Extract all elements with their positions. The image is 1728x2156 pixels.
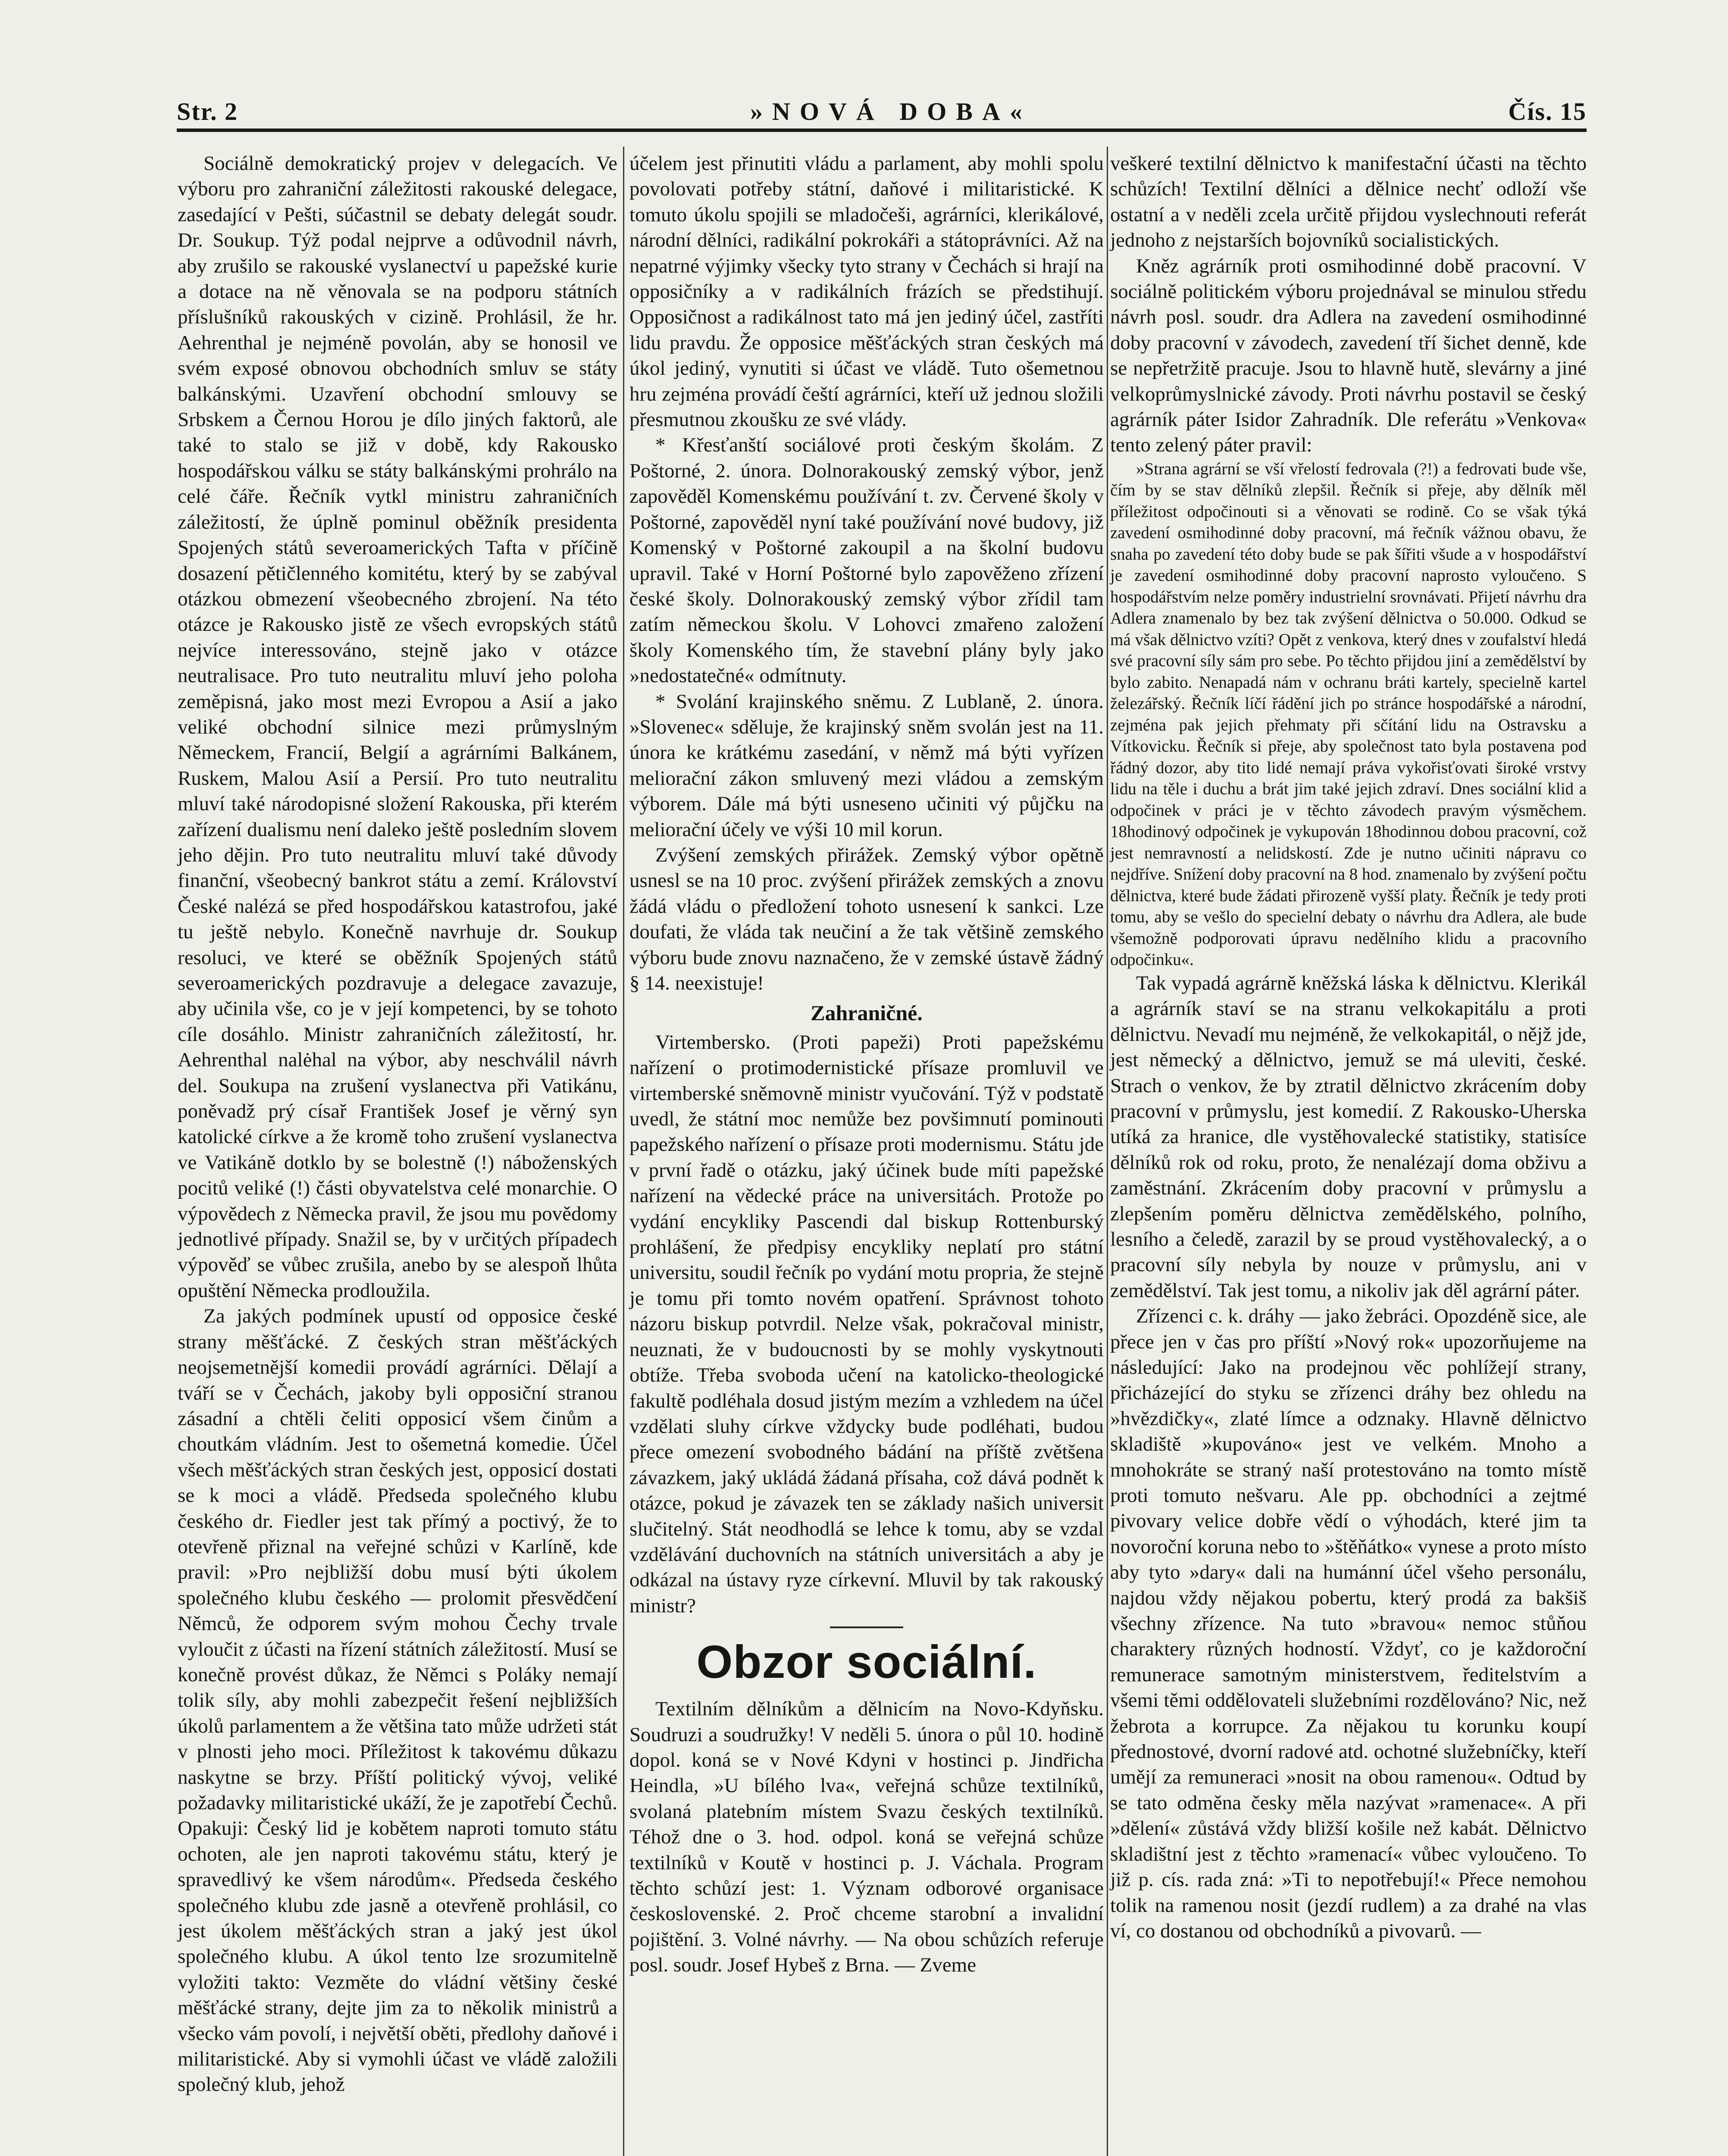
issue-number: Čís. 15 (1508, 97, 1587, 125)
page-header (177, 97, 1587, 127)
page-number: Str. 2 (177, 97, 238, 125)
column-2 (629, 151, 1104, 1978)
column-divider (623, 147, 624, 2156)
article-agrarian-love: Tak vypadá agrárně kněžská láska k dělnictvu. Klerikál a agrárník staví se na stranu velkokapitálu a proti dělnictvu. Nevadí mu nejméně, že velkokapitál, o nějž jde, jest německý a dělnictvo, jemuž se má uleviti, české. Strach o venkov, že by ztratil dělnictvo zkrácením doby pracovní v průmyslu, jest komedií. Z Rakousko-Uherska utíká za hranice, dle vystěhovalecké statistiky, statisíce dělníků rok od roku, proto, že nenalézají doma obživu a zaměstnání. Zkrácením doby pracovní v průmyslu a zlepšením poměru dělnictva zemědělského, polního, lesního a čeledě, zarazil by se proud vystěhovalecký, a o pracovní síly nebyla by nouze v průmyslu, ani v zemědělství. Tak jest tomu, a nikoliv jak děl agrární páter. (1110, 971, 1587, 1302)
article-textile-continuation: veškeré textilní dělnictvo k manifestační účasti na těchto schůzích! Textilní dělníci a dělnice nechť odloží vše ostatní a v neděli zcela určitě přijdou vyslechnouti referát jednoho z nejstarších bojovníků socialistických. (1110, 152, 1587, 252)
article-land-surcharges: Zvýšení zemských přirážek. Zemský výbor opětně usnesl se na 10 proc. zvýšení přirážek zemských a znovu žádá vládu o předložení tohoto usnesení k sankci. Lze doufati, že vláda tak neučiní a že tak většině zemského výboru bude znovu naznačeno, že v zemské ústavě žádný § 14. neexistuje! (629, 843, 1104, 994)
article-continuation: účelem jest přinutiti vládu a parlament, aby mohli spolu povolovati potřeby státní, daňové i militaristické. K tomuto úkolu spojili se mladočeši, agrárníci, klerikálové, národní dělníci, radikální pokrokáři a státoprávníci. Až na nepatrné výjimky všecky tyto strany v Čechách si hrají na opposičníky a v radikálních frázích se předstihují. Opposičnost a radikálnost tato má jen jediný účel, zastříti lidu pravdu. Že opposice měšťáckých stran českých má úkol jediný, vynutiti si účast ve vládě. Tuto ošemetnou hru zejména provádí čeští agrárníci, kteří už jednou složili přesmutnou zkoušku ze své vlády. (629, 152, 1104, 431)
article-agrarian-priest: Kněz agrárník proti osmihodinné době pracovní. V sociálně politickém výboru projednával se minulou středu návrh posl. soudr. dra Adlera na zavedení osmihodinné doby pracovní v závodech, zavedení tří šichet denně, kde se nepřetržitě pracuje. Jsou to hlavně hutě, slevárny a jiné velkoprůmyslnické závody. Proti návrhu postavil se český agrárník páter Isidor Zahradník. Dle referátu »Venkova« tento zelený páter pravil: (1110, 254, 1587, 457)
article-textile-workers: Textilním dělníkům a dělnicím na Novo-Kdyňsku. Soudruzi a soudružky! V neděli 5. února o půl 10. hodině dopol. koná se v Nové Kdyni v hostinci p. Jindřicha Heindla, »U bílého lva«, veřejná schůze textilníků, svolaná platebním místem Svazu českých textilníků. Téhož dne o 3. hod. odpol. koná se veřejná schůze textilníků v Koutě v hostinci p. J. Váchala. Program těchto schůzí jest: 1. Význam odborové organisace československé. 2. Proč chceme starobní a invalidní pojištění. 3. Volné návrhy. — Na obou schůzích referuje posl. soudr. Josef Hybeš z Brna. — Zveme (629, 1698, 1104, 1977)
article-opposition-conditions: Za jakých podmínek upustí od opposice české strany měšťácké. Z českých stran měšťáckých neojsemetnější komedii provádí agrárníci. Dělají a tváří se v Čechách, jakoby byli opposiční stranou zásadní a chtěli čeliti opposicí všem činům a choutkám vládním. Jest to ošemetná komedie. Účel všech měšťáckých stran českých jest, opposicí dostati se k moci a vládě. Předseda společného klubu českého dr. Fiedler jest tak přímý a poctivý, že to otevřeně přiznal na veřejné schůzi v Karlíně, kde pravil: »Pro nejbližší dobu musí býti úkolem společného klubu českého — prolomit přesvědčení Němců, že odporem svým mohou Čechy trvale vyloučit z účasti na řízení státních záležitostí. Musí se konečně provést důkaz, že Němci s Poláky nemají tolik síly, aby mohli zabezpečit řešení nejbližších úkolů parlamentem a že většina tato může udržeti stát v plnosti jeho moci. Příležitost k takovému důkazu naskytne se brzy. Příští politický vývoj, veliké požadavky militaristické ukáží, že je zapotřebí Čechů. Opakuji: Český lid je kobětem naproti tomuto státu ochoten, ale jen naproti takovému státu, který je spravedlivý ke všem národům«. Předseda českého společného klubu zde jasně a otevřeně prohlásil, co jest úkolem měšťáckých stran a jaký jest úkol společného klubu. A úkol tento lze srozumitelně vyložiti takto: Vezměte do vládní většiny české měšťácké strany, dejte jim za to několik ministrů a všecko vám povolí, i největší oběti, předlohy daňové i militaristické. Aby si vymohli účast ve vládě založili společný klub, jehož (178, 1305, 617, 2096)
article-social-democratic-delegations: Sociálně demokratický projev v delegacích. Ve výboru pro zahraniční záležitosti rakouské delegace, zasedající v Pešti, súčastnil se debaty delegát soudr. Dr. Soukup. Týž podal nejprve a odůvodnil návrh, aby zrušilo se rakouské vyslanectví u papežské kurie a dotace na ně věnovala se na podporu státních příslušníků rakouských v cizině. Prohlásil, že hr. Aehrenthal je nejméně povolán, aby se honosil ve svém exposé obnovou obchodních smluv se státy balkánskými. Uzavření obchodní smlouvy se Srbskem a Černou Horou je dílo jiných faktorů, ale také to stalo se již v době, kdy Rakousko hospodářskou válku se státy balkánskými prohrálo na celé čáře. Řečník vytkl ministru zahraničních záležitostí, že úplně pominul oběžník presidenta Spojených států severoamerických Tafta v příčině dosazení pětičlenného komitétu, který by se zabýval otázkou obmezení všeobecného zbrojení. Na této otázce je Rakousko jistě ze všech evropských států nejvíce interessováno, stejně jako v otázce neutralisace. Pro tuto neutralitu mluví jeho poloha zeměpisná, jako most mezi Evropou a Asií a jako veliké obchodní silnice mezi průmyslným Německem, Francií, Belgií a agrárními Balkánem, Ruskem, Malou Asií a Persií. Pro tuto neutralitu mluví také národopisné složení Rakouska, při kterém zařízení dualismu není daleko ještě posledním slovem jeho dějin. Pro tuto neutralitu mluví také důvody finanční, všeobecný bankrot státu a zemí. Království České nalézá se před hospodářskou katastrofou, jaké tu ještě nebylo. Konečně navrhuje dr. Soukup resoluci, ve které se oběžník Spojených států severoamerických pozdravuje a delegace zavazuje, aby učinila vše, co je v její kompetenci, by se tohoto cíle dosáhlo. Ministr zahraničních záležitostí, hr. Aehrenthal nalėhal na výbor, aby neschválil návrh del. Soukupa na zrušení vyslanectva při Vatikánu, poněvadž prý císař František Josef je věrný syn katolické církve a že kromě toho zrušení vyslanectva ve Vatikáně dotklo by se bolestně (!) náboženských pocitů veliké (!) části obyvatelstva celé monarchie. O výpovědech z Německa pravil, že jsou mu povědomy jednotlivé případy. Snažil se, by v určitých případech výpověď se vůbec zrušila, anebo by se alespoň lhůta opuštění Německa prodloužila. (178, 152, 617, 1302)
article-christian-socials: * Křesťanští sociálové proti českým školám. Z Poštorné, 2. února. Dolnorakouský zemský výbor, jenž zapověděl Komenskému používání t. zv. Červené školy v Poštorné, zapověděl nyní také používání nové budovy, již Komenský v Poštorné zakoupil a na školní budovu upravil. Také v Horní Poštorné bylo zapověženo zřízení české školy. Dolnorakouský zemský výbor zřídil tam zatím německou školu. V Lohovci zmařeno založení školy Komenského tím, že stavební plány byly jako »nedostatečné« odmítnuty. (629, 434, 1104, 687)
article-diet-convocation: * Svolání krajinského sněmu. Z Lublaně, 2. února. »Slovenec« sděluje, že krajinský sněm svolán jest na 11. února ke krátkému zasedání, v němž má býti vyřízen meliorační zákon smluvený mezi vládou a zemským výborem. Dále má býti usneseno učiniti vý půjčku na meliorační účely ve výši 10 mil korun. (629, 690, 1104, 841)
column-divider (1107, 147, 1108, 2156)
quoted-speech: »Strana agrární se vší vřelostí fedrovala (?!) a fedrovati bude vše, čím by se stav dělníků zlepšil. Řečník si přeje, aby dělník měl příležitost odpočinouti si a věnovati se rodině. Co se však týká zavedení osmihodinné doby pracovní, má řečník vážnou obavu, že snaha po zavedení této doby bude se pak šířiti všude a v hospodářství je zavedení osmihodinné doby pracovní naprosto vyloučeno. S hospodářstvím nelze poměry industrielní srovnávati. Přijetí návrhu dra Adlera znamenalo by bez tak zvýšení dělnictva o 50.000. Odkud se má však dělnictvo vzíti? Opět z venkova, který dnes v zoufalství hledá své pracovní síly sám pro sebe. Po těchto přijdou jiní a zemědělství by bylo zabito. Nenapadá nám v ochranu bráti kartely, specielně kartel železářský. Řečník líčí řádění jich po stránce hospodářské a národní, zejména pak jejich přehmaty při sčítání lidu na Ostravsku a Vítkovicku. Řečník si přeje, aby společnost tato byla postavena pod řádný dozor, aby tito lidé nemají práva vykořisťovati široké vrstvy lidu na těle i duchu a brát jim také jejich zdraví. Dnes sociální klid a odpočinek v práci je v těchto závodech pravým výsměchem. 18hodinový odpočinek je vykupován 18hodinnou dobou pracovní, což jest nemravností a nelidskostí. Zde je nutno učiniti nápravu co nejdříve. Snížení doby pracovní na 8 hod. znamenalo by zvýšení počtu dělnictva, které bude žádati přirozeně vyšší platy. Řečník je tedy proti tomu, aby se vešlo do specielní debaty o návrhu dra Adlera, ale bude všemožně podporovati úpravu nedělního klidu a pracovního odpočinku«. (1110, 459, 1587, 969)
article-wurttemberg: Virtembersko. (Proti papeži) Proti papežskému nařízení o protimodernistické přísaze promluvil ve virtemberské sněmovně ministr vyučování. Týž v podstatě uvedl, že státní moc nemůže bez povšimnutí pominouti papežského nařízení o přísaze proti modernismu. Státu jde v první řadě o otázku, jaký účinek bude míti papežské nařízení na vědecké práce na universitách. Protože po vydání encykliky Pascendi dal biskup Rottenburský prohlášení, že předpisy encykliky neplatí pro státní universitu, soudil řečník po vydání motu propria, že stejně je tomu při tomto novém opatření. Správnost tohoto názoru biskup potvrdil. Nelze však, pokračoval ministr, neuznati, že v budoucnosti by se mohly vyskytnouti obtíže. Třeba svoboda učení na katolicko-theologické fakultě podléhala dosud jistým mezím a vzhledem na účel vzdělati sluhy církve vždycky bude podléhati, budou přece omezení svobodného bádání na příště zvětšena závazkem, jaký ukládá žádaná přísaha, což dává podnět k otázce, pokud je závazek ten se základy našich universit slučitelný. Stát neodhodlá se lehce k tomu, aby se vzdal vzdělávání duchovních na státních universitách a aby je odkázal na ústavy ryze církevní. Mluvil by tak rakouský ministr? (629, 1031, 1104, 1617)
header-rule (177, 128, 1587, 132)
section-foreign-heading: Zahraničné. (811, 1001, 923, 1025)
article-railway-employees: Zřízenci c. k. dráhy — jako žebráci. Opozdéně sice, ale přece jen v čas pro příští »Nový rok« upozorňujeme na následující: Jako na prodejnou věc pohlížejí strany, přicházející do styku se zřízenci dráhy bez ohledu na »hvězdičky«, zlaté límce a odznaky. Hlavně dělnictvo skladiště »kupováno« jest ve velkém. Mnoho a mnohokráte se straný naší protestováno na tomto místě proti tomuto nešvaru. Ale pp. obchodníci a zejtmé pivovary velice dobře vědí o výhodách, které jim ta novoroční koruna nebo to »štěňátko« vynese a proto místo aby tyto »dary« dali na humánní účel všeho personálu, najdou vždy nějakou pobertu, který prodá za bakšiš všechny zřízence. Na tuto »bravou« nemoc stůňou charaktery různých hodností. Vždyť, co je každoroční remunerace samotným ministerstvem, ředitelstvím a všemi těmi oddělovateli služebními rozdělováno? Nic, než žebrota a korrupce. Za nějakou tu korunku koupí přednostové, dvorní radové atd. ochotné služebníčky, kteří umějí za remuneraci »nosit na obou ramenou«. Odtud by se tato odměna česky měla nazývat »ramenace«. A při »dělení« zůstává vždy bližší košile než kabát. Dělnictvo skladištní jest z těchto »ramenací« vůbec vyloučeno. To již p. cís. rada zná: »Ti to nepotřebují!« Přece nemohou tolik na ramenou nosit (jezdí rudlem) a za drahé na vlas ví, co dostanou od obchodníků a pivovarů. — (1110, 1305, 1587, 1942)
column-3 (1110, 151, 1587, 1944)
column-1 (178, 151, 617, 2098)
section-divider (830, 1626, 903, 1628)
masthead-title: »NOVÁ DOBA« (750, 97, 1032, 125)
section-social-review-heading: Obzor sociální. (696, 1636, 1037, 1688)
